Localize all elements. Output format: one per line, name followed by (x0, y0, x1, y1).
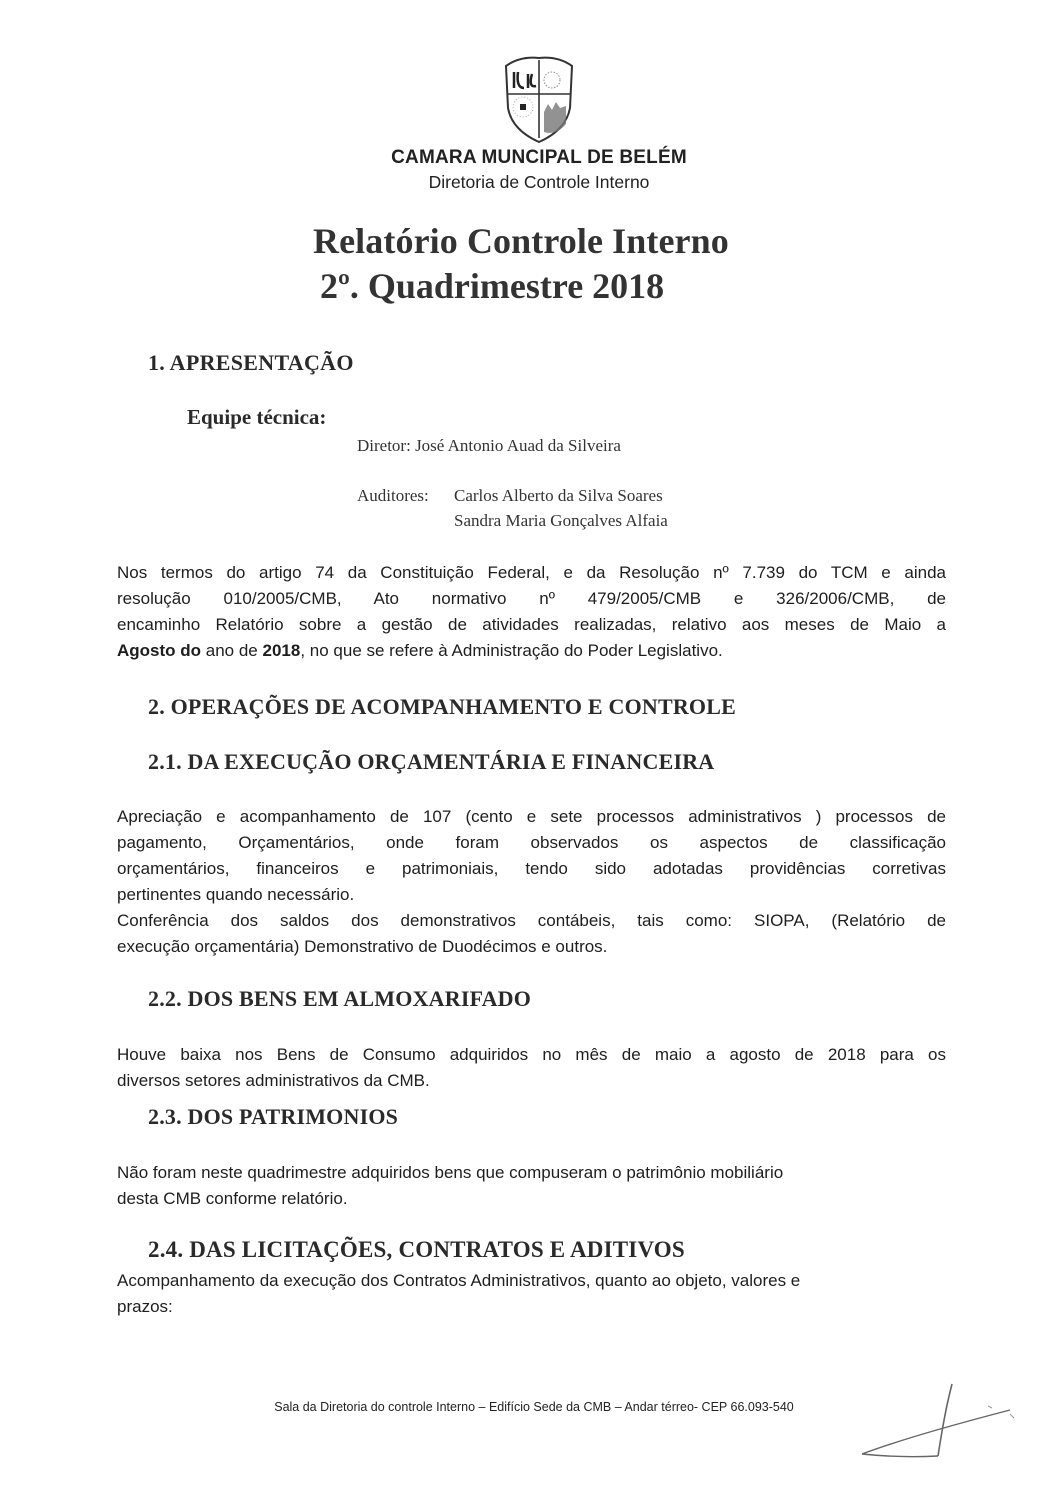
text-line (117, 638, 946, 664)
director-line: Diretor: José Antonio Auad da Silveira (357, 436, 621, 455)
text-line: Apreciação e acompanhamento de 107 (cento e sete processos administrativos ) processos de (117, 807, 946, 826)
section-2-1-heading: 2.1. DA EXECUÇÃO ORÇAMENTÁRIA E FINANCEIRA (148, 749, 715, 774)
text-fragment: , no que se refere à Administração do Poder Legislativo. (300, 641, 723, 660)
footer-address: Sala da Diretoria do controle Interno – Edifício Sede da CMB – Andar térreo- CEP 66.093-540 (274, 1400, 794, 1414)
team-label: Equipe técnica: (187, 405, 327, 429)
signature-icon (850, 1380, 1020, 1460)
text-fragment: ano de (201, 641, 263, 660)
auditor-1: Carlos Alberto da Silva Soares (454, 486, 663, 505)
auditor-2: Sandra Maria Gonçalves Alfaia (454, 511, 668, 530)
stock-paragraph (117, 1042, 946, 1094)
text-line: Nos termos do artigo 74 da Constituição Federal, e da Resolução nº 7.739 do TCM e ainda (117, 563, 946, 582)
contracts-paragraph (117, 1268, 917, 1320)
department-name: Diretoria de Controle Interno (428, 172, 650, 192)
bold-period-text: Agosto do (117, 641, 202, 660)
report-title: Relatório Controle Interno (313, 221, 729, 261)
text-line: encaminho Relatório sobre a gestão de atividades realizadas, relativo aos meses de Maio a (117, 615, 946, 634)
introduction-paragraph (117, 560, 946, 664)
text-line: resolução 010/2005/CMB, Ato normativo nº 479/2005/CMB e 326/2006/CMB, de (117, 589, 946, 608)
section-2-3-heading: 2.3. DOS PATRIMONIOS (148, 1104, 399, 1129)
auditors-label: Auditores: (357, 486, 429, 505)
bold-year-text: 2018 (262, 641, 301, 660)
organization-name: CAMARA MUNCIPAL DE BELÉM (391, 147, 687, 168)
text-line: Não foram neste quadrimestre adquiridos bens que compuseram o patrimônio mobiliário (117, 1163, 784, 1182)
section-2-4-heading: 2.4. DAS LICITAÇÕES, CONTRATOS E ADITIVOS (148, 1237, 685, 1262)
text-line: Houve baixa nos Bens de Consumo adquiridos no mês de maio a agosto de 2018 para os (117, 1045, 946, 1064)
section-1-heading: 1. APRESENTAÇÃO (148, 350, 354, 375)
text-line: pagamento, Orçamentários, onde foram observados os aspectos de classificação (117, 833, 946, 852)
text-line: Conferência dos saldos dos demonstrativos contábeis, tais como: SIOPA, (Relatório de (117, 911, 946, 930)
execution-paragraph (117, 804, 946, 960)
text-line: orçamentários, financeiros e patrimoniais, tendo sido adotadas providências corretivas (117, 859, 946, 878)
coat-of-arms-icon (500, 52, 578, 144)
text-line: desta CMB conforme relatório. (117, 1189, 348, 1208)
text-line: prazos: (117, 1297, 173, 1316)
text-line: diversos setores administrativos da CMB. (117, 1071, 430, 1090)
section-2-heading: 2. OPERAÇÕES DE ACOMPANHAMENTO E CONTROLE (148, 694, 736, 719)
text-line: Acompanhamento da execução dos Contratos Administrativos, quanto ao objeto, valores e (117, 1271, 801, 1290)
text-line: pertinentes quando necessário. (117, 885, 355, 904)
text-line: execução orçamentária) Demonstrativo de Duodécimos e outros. (117, 937, 608, 956)
report-period: 2º. Quadrimestre 2018 (320, 266, 665, 306)
section-2-2-heading: 2.2. DOS BENS EM ALMOXARIFADO (148, 986, 532, 1011)
assets-paragraph (117, 1160, 817, 1212)
